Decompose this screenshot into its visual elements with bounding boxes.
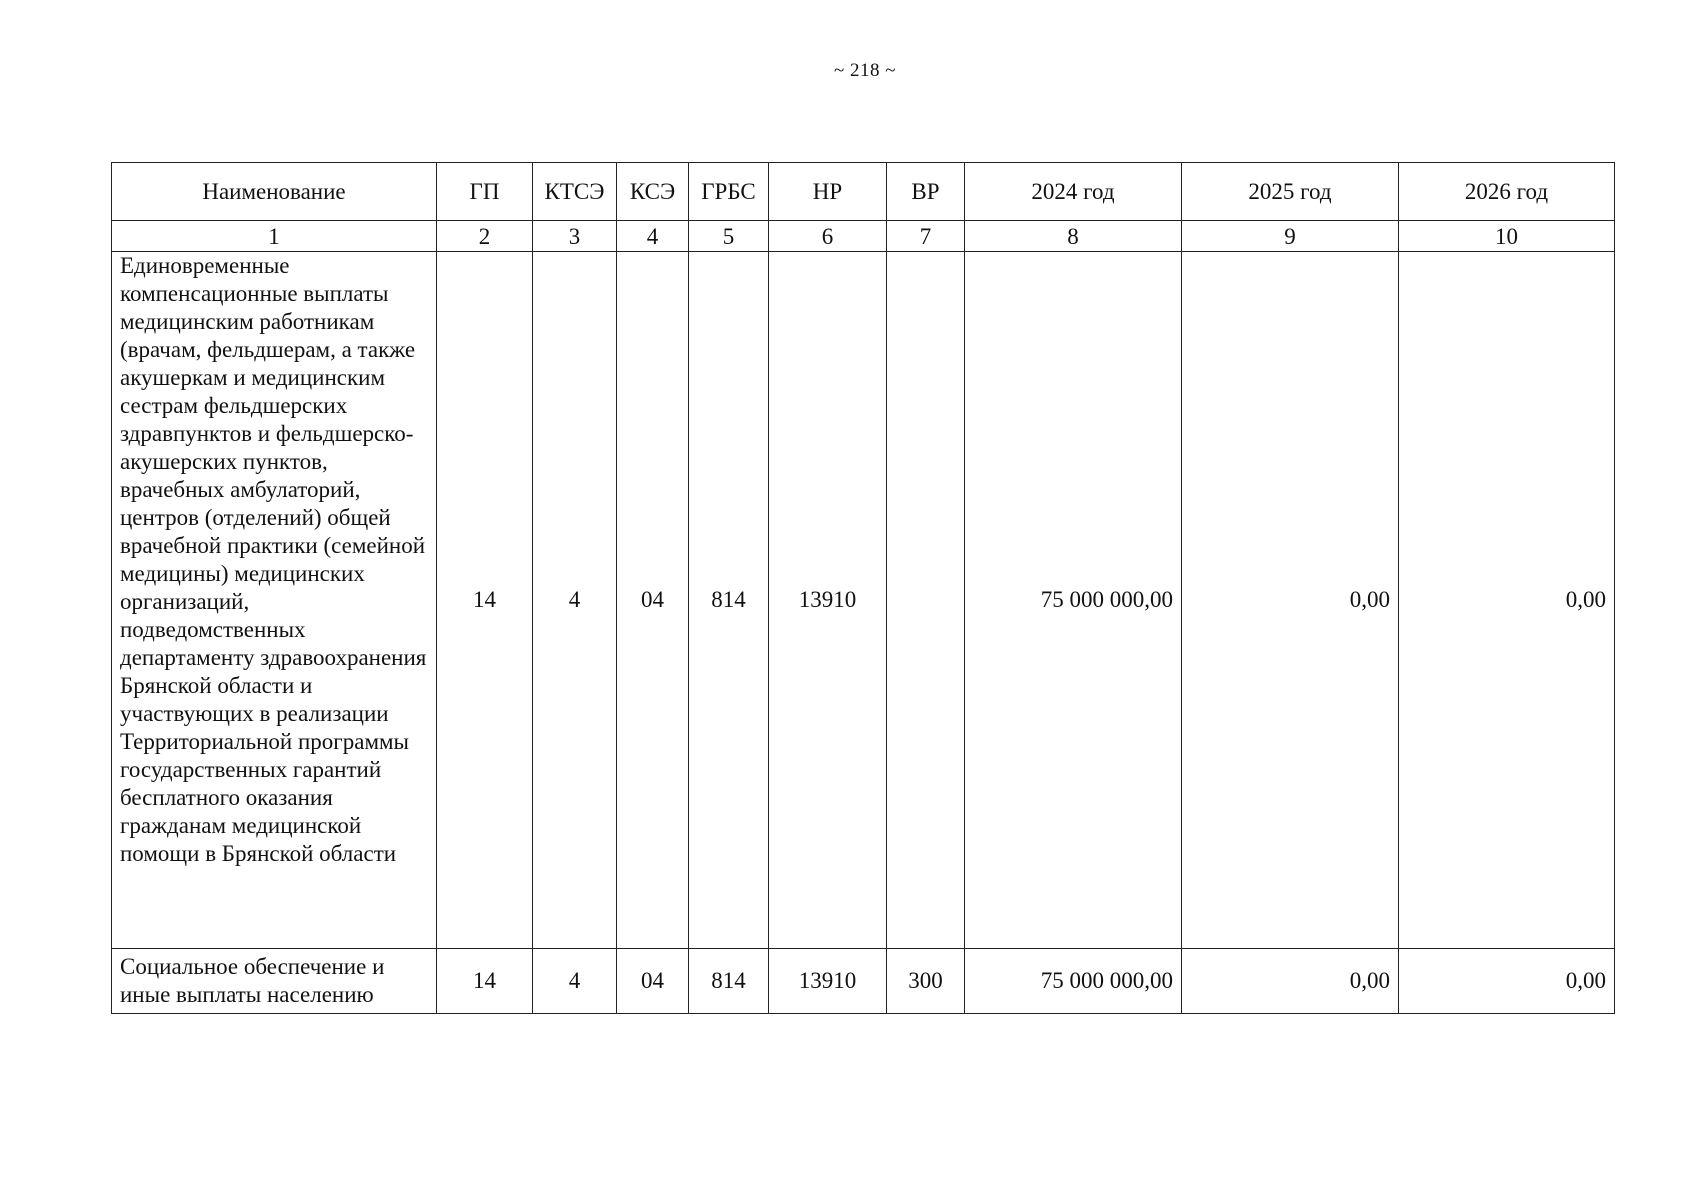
row-nr: 13910 [769,949,887,1014]
header-kse: КСЭ [617,163,689,221]
row-2026: 0,00 [1399,252,1615,949]
column-number: 2 [437,221,533,252]
row-name: Единовременные компенсационные выплаты медицинским работникам (врачам, фельдшерам, а также акушеркам и медицинским сестрам фельдшерских здравпунктов и фельдшерско-акушерских пунктов, врачебных амбулаторий, центров (отделений) общей врачебной практики (семейной медицины) медицинских организаций, подведомственных департаменту здравоохранения Брянской области и участвующих в реализации Территориальной программы государственных гарантий бесплатного оказания гражданам медицинской помощи в Брянской области [112,252,437,949]
row-vr [887,252,965,949]
row-2024: 75 000 000,00 [965,949,1182,1014]
row-grbs: 814 [689,949,769,1014]
row-name: Социальное обеспечение и иные выплаты населению [112,949,437,1014]
column-number: 10 [1399,221,1615,252]
budget-table [111,162,1615,1014]
row-kse: 04 [617,252,689,949]
table-row [112,949,1615,1014]
row-gp: 14 [437,252,533,949]
row-2025: 0,00 [1182,949,1399,1014]
page-number: ~ 218 ~ [833,60,897,81]
column-number: 7 [887,221,965,252]
header-vr: ВР [887,163,965,221]
header-gp: ГП [437,163,533,221]
row-2024: 75 000 000,00 [965,252,1182,949]
header-2024: 2024 год [965,163,1182,221]
column-number: 1 [112,221,437,252]
row-vr: 300 [887,949,965,1014]
header-2026: 2026 год [1399,163,1615,221]
header-nr: НР [769,163,887,221]
row-ktse: 4 [533,949,617,1014]
table-header-row [112,163,1615,221]
row-2026: 0,00 [1399,949,1615,1014]
row-ktse: 4 [533,252,617,949]
column-number-row [112,221,1615,252]
column-number: 4 [617,221,689,252]
column-number: 3 [533,221,617,252]
column-number: 9 [1182,221,1399,252]
row-nr: 13910 [769,252,887,949]
row-2025: 0,00 [1182,252,1399,949]
column-number: 8 [965,221,1182,252]
row-grbs: 814 [689,252,769,949]
row-kse: 04 [617,949,689,1014]
header-ktse: КТСЭ [533,163,617,221]
row-gp: 14 [437,949,533,1014]
column-number: 6 [769,221,887,252]
header-2025: 2025 год [1182,163,1399,221]
table-row [112,252,1615,949]
header-grbs: ГРБС [689,163,769,221]
column-number: 5 [689,221,769,252]
header-name: Наименование [112,163,437,221]
